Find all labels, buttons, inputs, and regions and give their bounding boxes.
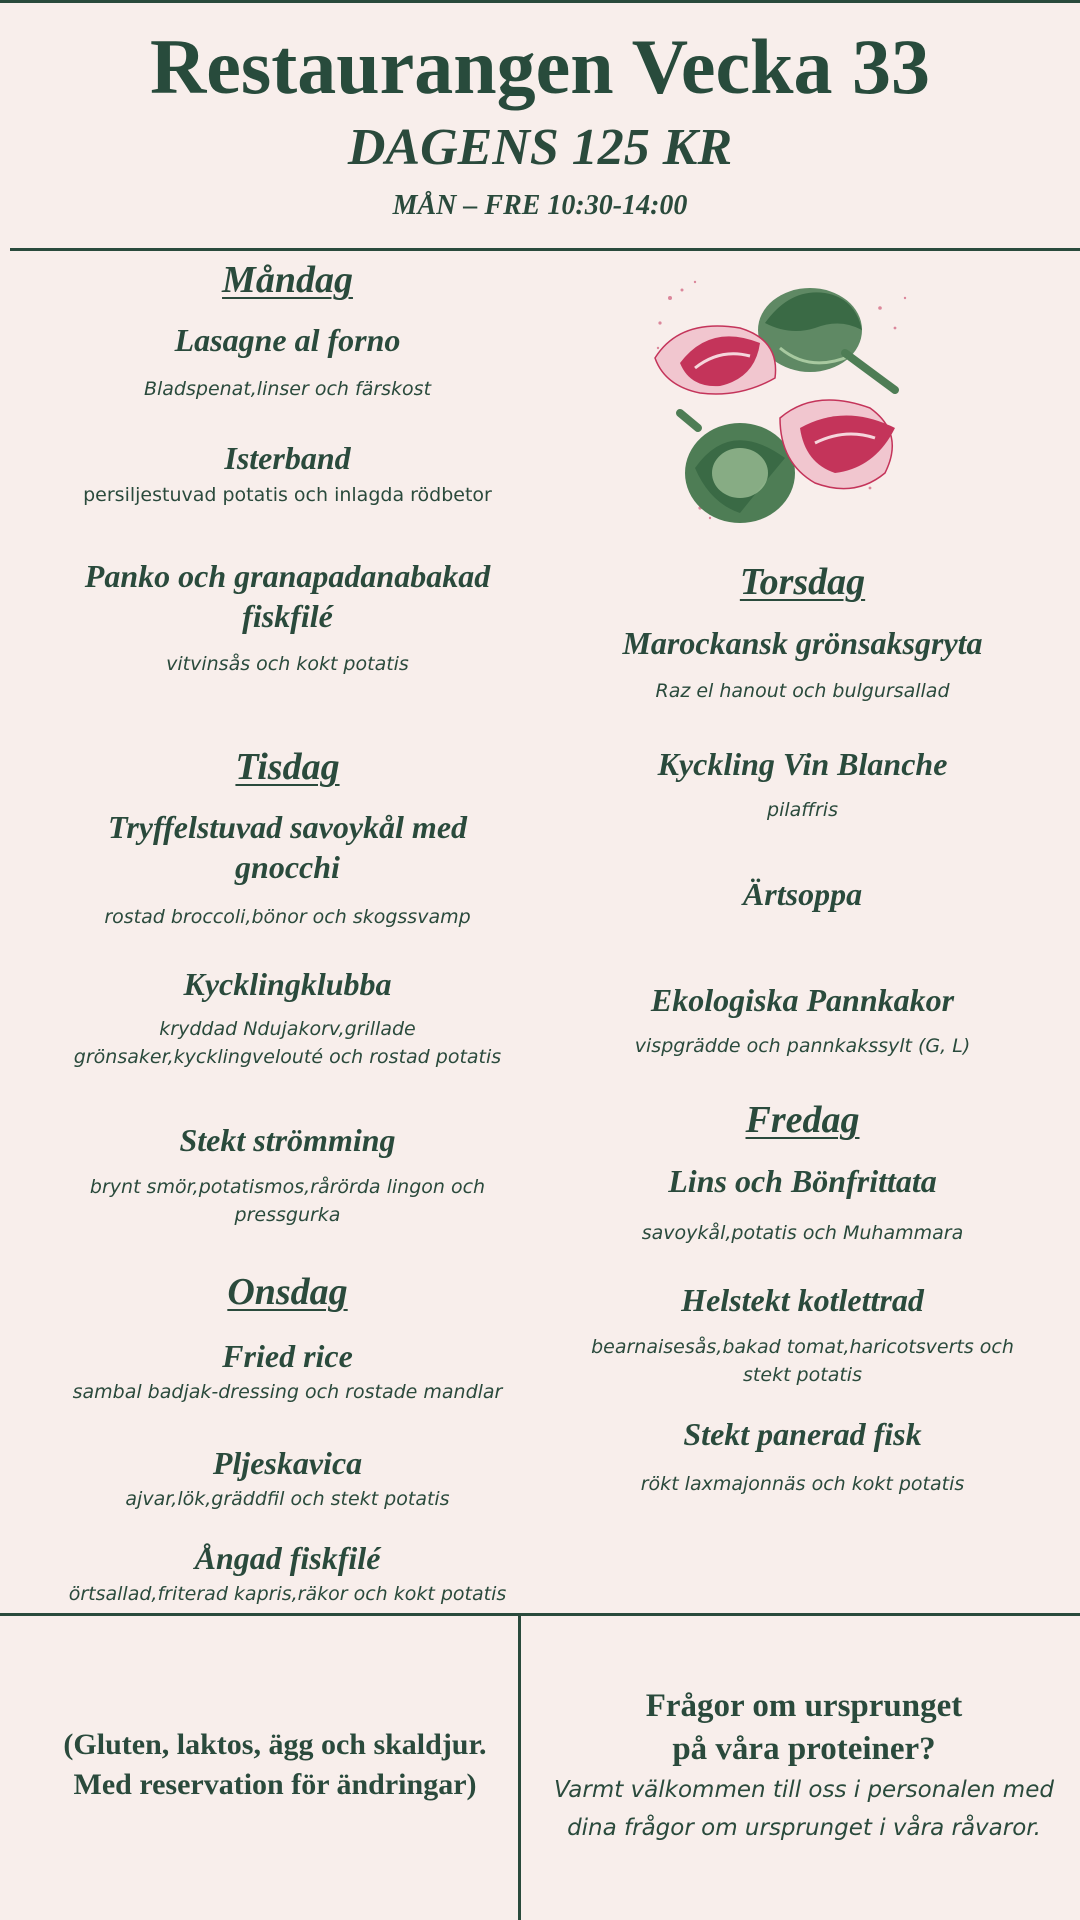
dish-name: Isterband (224, 440, 351, 476)
dish-name: Ångad fiskfilé (194, 1540, 381, 1576)
origin-question-line: Frågor om ursprunget (645, 1688, 963, 1724)
dish-description: rostad broccoli,bönor och skogssvamp (104, 906, 471, 928)
dish-description: bearnaisesås,bakad tomat,haricotsverts och stekt potatis (591, 1336, 1014, 1386)
dish-name: Lasagne al forno (174, 322, 401, 358)
dish-description: sambal badjak-dressing och rostade mandlar (72, 1381, 503, 1403)
allergen-note (20, 1725, 530, 1805)
dish-name: Marockansk grönsaksgryta (622, 625, 983, 661)
dish-description: rökt laxmajonnäs och kokt potatis (640, 1473, 965, 1495)
dish-name: Kyckling Vin Blanche (657, 746, 948, 782)
dish-description: örtsallad,friterad kapris,räkor och kokt potatis (68, 1583, 507, 1605)
dish-name: Kycklingklubba (183, 966, 392, 1002)
menu-header (0, 0, 1080, 250)
dish-name: Lins och Bönfrittata (668, 1163, 937, 1199)
dish-description: Raz el hanout och bulgursallad (655, 680, 950, 702)
dish-name: Ärtsoppa (742, 876, 863, 912)
dish-description: kryddad Ndujakorv,grillade grönsaker,kycklingvelouté och rostad potatis (73, 1018, 502, 1068)
dish-name: Panko och granapadanabakad fiskfilé (84, 558, 491, 634)
dish-description: brynt smör,potatismos,rårörda lingon och pressgurka (89, 1176, 486, 1226)
dish-name: Ekologiska Pannkakor (650, 982, 955, 1018)
origin-answer-line: Varmt välkommen till oss i personalen med (554, 1777, 1054, 1803)
origin-question-line: på våra proteiner? (672, 1731, 936, 1767)
dish-name: Pljeskavica (212, 1445, 363, 1481)
dish-description: ajvar,lök,gräddfil och stekt potatis (125, 1488, 450, 1510)
allergen-line: Med reservation för ändringar) (73, 1768, 477, 1801)
day-heading-monday: Måndag (222, 259, 353, 301)
day-heading-wednesday: Onsdag (227, 1271, 348, 1313)
price-subtitle: DAGENS 125 KR (347, 119, 733, 176)
dish-description: persiljestuvad potatis och inlagda rödbetor (83, 484, 492, 506)
dish-description: vitvinsås och kokt potatis (166, 653, 409, 675)
allergen-line: (Gluten, laktos, ägg och skaldjur. (63, 1728, 487, 1761)
dish-name: Fried rice (222, 1338, 353, 1374)
dish-description: pilaffris (767, 799, 838, 821)
artichoke-illustration-icon (640, 268, 920, 538)
page-title: Restaurangen Vecka 33 (149, 23, 931, 110)
dish-name: Stekt panerad fisk (683, 1416, 922, 1452)
day-heading-friday: Fredag (745, 1099, 860, 1141)
day-heading-tuesday: Tisdag (235, 746, 340, 788)
header-divider (10, 248, 1080, 251)
day-heading-thursday: Torsdag (739, 561, 866, 603)
dish-name: Stekt strömming (179, 1122, 396, 1158)
footer-divider (0, 1613, 1080, 1616)
dish-description: vispgrädde och pannkakssylt (G, L) (634, 1035, 971, 1057)
dish-name: Helstekt kotlettrad (681, 1282, 924, 1318)
origin-question-box (528, 1685, 1080, 1847)
dish-description: Bladspenat,linser och färskost (143, 378, 432, 400)
opening-hours: MÅN – FRE 10:30-14:00 (392, 190, 688, 221)
dish-description: savoykål,potatis och Muhammara (641, 1222, 964, 1244)
origin-answer-line: dina frågor om ursprunget i våra råvaror. (567, 1815, 1041, 1841)
dish-name: Tryffelstuvad savoykål med gnocchi (107, 809, 468, 885)
